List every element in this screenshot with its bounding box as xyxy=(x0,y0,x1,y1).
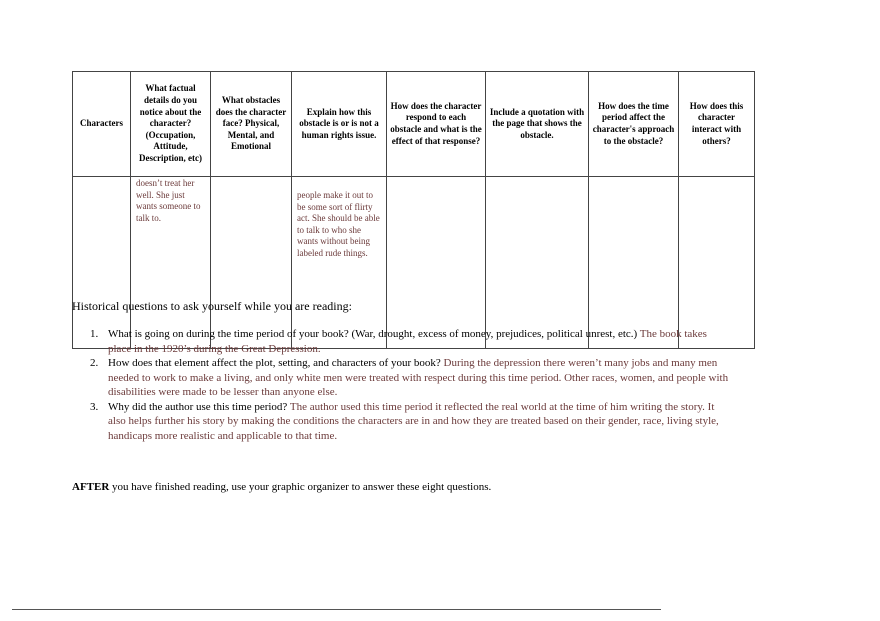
cell-response[interactable] xyxy=(387,177,486,349)
cell-time-period[interactable] xyxy=(589,177,679,349)
cell-factual-details[interactable] xyxy=(131,177,211,349)
header-time-period: How does the time period affect the character's approach to the obstacle? xyxy=(589,72,679,177)
after-bold: AFTER xyxy=(72,481,110,493)
cell-obstacles[interactable] xyxy=(211,177,292,349)
after-instruction xyxy=(72,480,491,494)
historical-questions-title: Historical questions to ask yourself while you are reading: xyxy=(72,299,352,313)
list-item xyxy=(90,356,730,400)
answer-text: The author used this time period it reflected the real world at the time of him writing the story. It also helps further his story by making the conditions the characters are in and how they are treated based on their gender, race, living style, handicaps more realistic and applicable to that time. xyxy=(108,400,719,442)
cell-characters[interactable] xyxy=(73,177,131,349)
header-quotation: Include a quotation with the page that shows the obstacle. xyxy=(486,72,589,177)
factual-details-answer: doesn’t treat her well. She just wants someone to talk to. xyxy=(136,178,201,223)
question-number: 3. xyxy=(90,400,99,413)
cell-human-rights[interactable] xyxy=(292,177,387,349)
historical-question-list xyxy=(90,327,730,443)
header-human-rights: Explain how this obstacle is or is not a human rights issue. xyxy=(292,72,387,177)
question-text: Why did the author use this time period? xyxy=(108,400,288,413)
question-number: 2. xyxy=(90,357,99,369)
list-item xyxy=(90,400,730,444)
question-number: 1. xyxy=(90,328,99,340)
question-text: How does that element affect the plot, setting, and characters of your book? xyxy=(108,357,441,369)
after-rest: you have finished reading, use your graphic organizer to answer these eight questions. xyxy=(109,481,492,493)
answer-row xyxy=(73,177,755,349)
header-characters: Characters xyxy=(73,72,131,177)
header-response: How does the character respond to each obstacle and what is the effect of that response? xyxy=(387,72,486,177)
cell-quotation[interactable] xyxy=(486,177,589,349)
header-factual-details: What factual details do you notice about the character? (Occupation, Attitude, Description, etc) xyxy=(131,72,211,177)
header-interaction: How does this character interact with others? xyxy=(679,72,755,177)
list-item xyxy=(90,327,730,356)
cell-interaction[interactable] xyxy=(679,177,755,349)
header-obstacles: What obstacles does the character face? Physical, Mental, and Emotional xyxy=(211,72,292,177)
question-text: What is going on during the time period of your book? (War, drought, excess of money, prejudices, political unrest, etc.) xyxy=(108,328,638,340)
answer-text: The book takes place in the 1920’s during the Great Depression. xyxy=(108,328,707,355)
human-rights-answer: people make it out to be some sort of flirty act. She should be able to talk to who she wants without being labeled rude things. xyxy=(297,190,380,258)
answer-text: During the depression there weren’t many jobs and many men needed to work to make a living, and only white men were treated with respect during this time period. Other races, women, and people with disabilities were made to be lesser than anyone else. xyxy=(108,357,729,398)
header-row xyxy=(73,72,755,177)
footer-divider xyxy=(12,609,661,610)
